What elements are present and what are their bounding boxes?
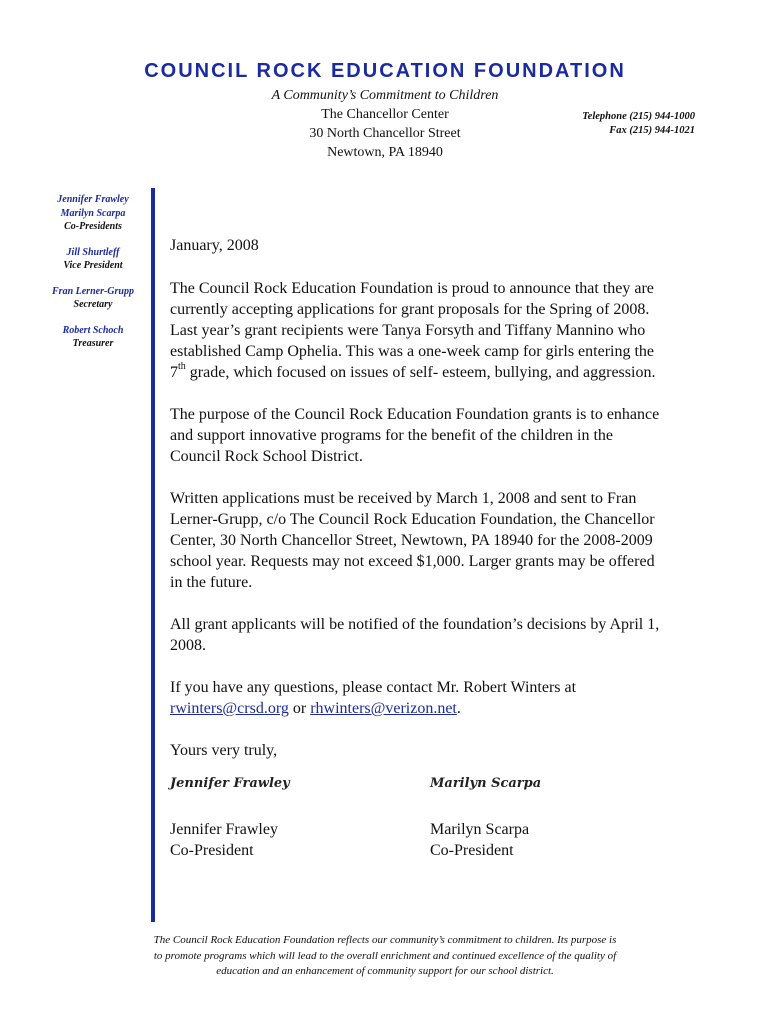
address-line: The Chancellor Center — [321, 107, 449, 122]
contact-or: or — [288, 700, 311, 717]
paragraph-announcement — [170, 278, 660, 383]
officer-group — [40, 324, 146, 351]
fax: Fax (215) 944-1021 — [609, 125, 695, 136]
footer-mission — [0, 933, 770, 980]
officer-group — [40, 246, 146, 273]
officers-sidebar — [40, 193, 146, 363]
officer-name: Jennifer Frawley — [57, 194, 129, 205]
officer-title: Vice President — [63, 260, 123, 271]
signer-title: Co-President — [430, 842, 514, 859]
officer-title: Co-Presidents — [64, 221, 122, 232]
signature-right — [430, 773, 541, 861]
letter-body — [170, 235, 660, 863]
contact-intro: If you have any questions, please contact Mr. Robert Winters at — [170, 679, 577, 696]
email-link-verizon[interactable]: rhwinters@verizon.net — [310, 700, 457, 717]
telephone: Telephone (215) 944-1000 — [582, 111, 695, 122]
footer-line: education and an enhancement of community support for our school district. — [216, 965, 554, 977]
paragraph-purpose: The purpose of the Council Rock Education Foundation grants is to enhance and support innovative programs for the benefit of the children in the Council Rock School District. — [170, 406, 660, 465]
sidebar-divider — [151, 188, 155, 922]
paragraph-text: The Council Rock Education Foundation is proud to announce that they are currently accepting applications for grant proposals for the Spring of 2008. Last year’s grant recipients were Tanya Forsyth and Tiffany Mannino who established Camp Ophelia. This was a one-week camp for girls entering the 7 — [170, 280, 655, 381]
footer-line: The Council Rock Education Foundation reflects our community’s commitment to children. Its purpose is — [153, 934, 617, 946]
paragraph-contact — [170, 677, 660, 719]
signer-name: Marilyn Scarpa — [430, 821, 530, 838]
officer-name: Jill Shurtleff — [66, 246, 120, 258]
signer-name: Jennifer Frawley — [170, 821, 278, 838]
signer-title: Co-President — [170, 842, 254, 859]
officer-title: Treasurer — [72, 338, 114, 349]
officer-title: Secretary — [73, 299, 113, 310]
paragraph-notification: All grant applicants will be notified of the foundation’s decisions by April 1, 2008. — [170, 616, 660, 654]
signature-left — [170, 773, 290, 861]
officer-name: Marilyn Scarpa — [60, 207, 126, 219]
officer-name: Robert Schoch — [62, 324, 124, 336]
address-line: 30 North Chancellor Street — [309, 126, 461, 141]
letter-date: January, 2008 — [170, 237, 259, 254]
closing: Yours very truly, — [170, 742, 278, 759]
email-link-crsd[interactable]: rwinters@crsd.org — [170, 700, 289, 717]
handwritten-signature: Marilyn Scarpa — [430, 776, 542, 791]
tagline: A Community’s Commitment to Children — [271, 88, 499, 103]
officer-group — [40, 285, 146, 312]
address-line: Newtown, PA 18940 — [327, 145, 443, 160]
contact-end: . — [456, 700, 461, 717]
officer-name: Fran Lerner-Grupp — [52, 285, 134, 297]
footer-line: to promote programs which will lead to the overall enrichment and continued excellence of the quality of — [153, 949, 617, 962]
handwritten-signature: Jennifer Frawley — [170, 776, 290, 791]
officer-group — [40, 193, 146, 234]
ordinal-suffix: th — [178, 360, 186, 372]
paragraph-applications: Written applications must be received by March 1, 2008 and sent to Fran Lerner-Grupp, c/o The Council Rock Education Foundation, the Chancellor Center, 30 North Chancellor Street, Newtown, PA 18940 for the 2008-2009 school year. Requests may not exceed $1,000. Larger grants may be offered in the future. — [170, 490, 655, 591]
paragraph-text: grade, which focused on issues of self- esteem, bullying, and aggression. — [185, 364, 656, 381]
contact-numbers — [510, 110, 695, 138]
org-name: COUNCIL ROCK EDUCATION FOUNDATION — [144, 60, 626, 82]
signature-block — [170, 773, 660, 863]
